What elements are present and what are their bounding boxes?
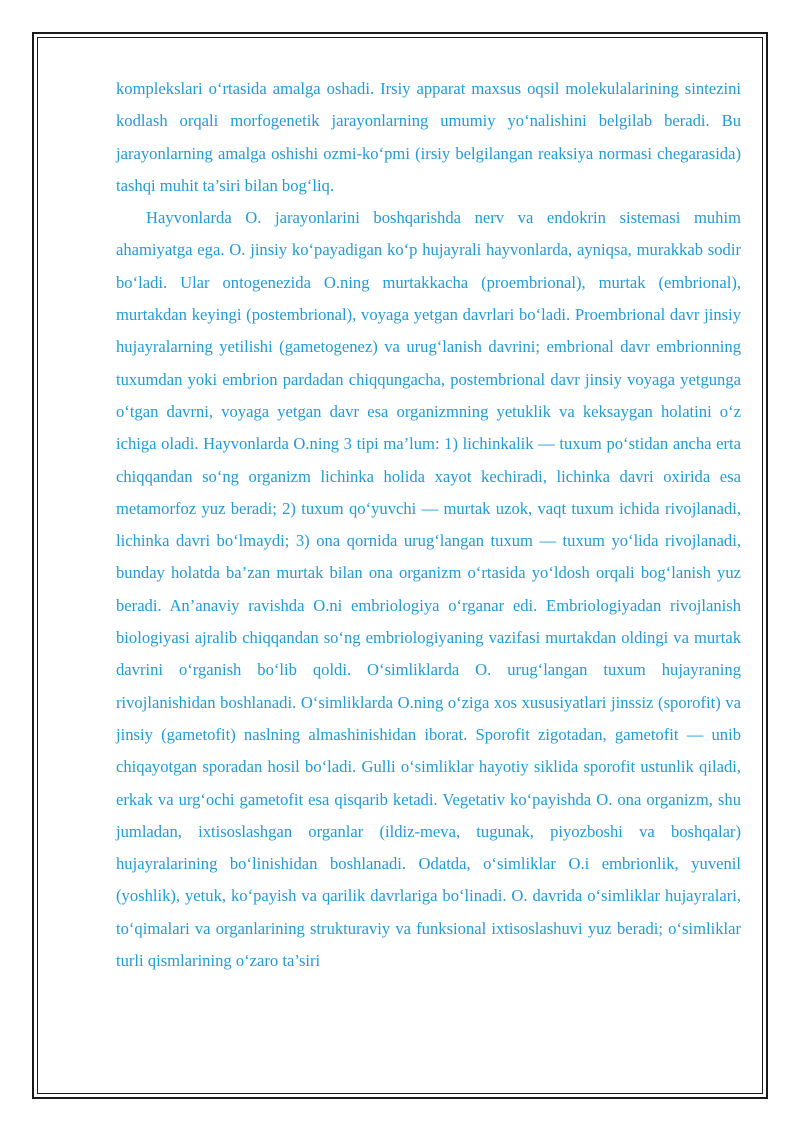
paragraph-continuation: komplekslari o‘rtasida amalga oshadi. Irsiy apparat maxsus oqsil molekulalarining sintezini kodlash orqali morfogenetik jarayonlarning umumiy yo‘nalishini belgilab beradi. Bu jarayonlarning amalga oshishi ozmi-ko‘pmi (irsiy belgilangan reaksiya normasi chegarasida) tashqi muhit ta’siri bilan bog‘liq. — [116, 79, 741, 195]
paragraph-ontogenesis: Hayvonlarda O. jarayonlarini boshqarishda nerv va endokrin sistemasi muhim ahamiyatga ega. O. jinsiy ko‘payadigan ko‘p hujayrali hayvonlarda, ayniqsa, murakkab sodir bo‘ladi. Ular ontogenezida O.ning murtakkacha (proembrional), murtak (embrional), murtakdan keyingi (postembrional), voyaga yetgan davrlari bo‘ladi. Proembrional davr jinsiy hujayralarning yetilishi (gametogenez) va urug‘lanish davrini; embrional davr embrionning tuxumdan yoki embrion pardadan chiqqungacha, postembrional davr jinsiy voyaga yetgunga o‘tgan davrni, voyaga yetgan davr esa organizmning yetuklik va keksaygan holatini o‘z ichiga oladi. Hayvonlarda O.ning 3 tipi ma’lum: 1) lichinkalik — tuxum po‘stidan ancha erta chiqqandan so‘ng organizm lichinka holida xayot kechiradi, lichinka davri oxirida esa metamorfoz yuz beradi; 2) tuxum qo‘yuvchi — murtak uzok, vaqt tuxum ichida rivojlanadi, lichinka davri bo‘lmaydi; 3) ona qornida urug‘langan tuxum — tuxum yo‘lida rivojlanadi, bunday holatda ba’zan murtak bilan ona organizm o‘rtasida yo‘ldosh orqali bog‘lanish yuz beradi. An’anaviy ravishda O.ni embriologiya o‘rganar edi. Embriologiyadan rivojlanish biologiyasi ajralib chiqqandan so‘ng embriologiyaning vazifasi murtakdan oldingi va murtak davrini o‘rganish bo‘lib qoldi. O‘simliklarda O. urug‘langan tuxum hujayraning rivojlanishidan boshlanadi. O‘simliklarda O.ning o‘ziga xos xususiyatlari jinssiz (sporofit) va jinsiy (gametofit) naslning almashinishidan iborat. Sporofit zigotadan, gametofit — unib chiqayotgan sporadan hosil bo‘ladi. Gulli o‘simliklar hayotiy siklida sporofit ustunlik qiladi, erkak va urg‘ochi gametofit esa qisqarib ketadi. Vegetativ ko‘payishda O. ona organizm, shu jumladan, ixtisoslashgan organlar (ildiz-meva, tugunak, piyozboshi va boshqalar) hujayralarining bo‘linishidan boshlanadi. Odatda, o‘simliklar O.i embrionlik, yuvenil (yoshlik), yetuk, ko‘payish va qarilik davrlariga bo‘linadi. O. davrida o‘simliklar hujayralari, to‘qimalari va organlarining strukturaviy va funksional ixtisoslashuvi yuz beradi; o‘simliklar turli qismlarining o‘zaro ta’siri — [116, 208, 741, 971]
document-body — [116, 73, 741, 977]
